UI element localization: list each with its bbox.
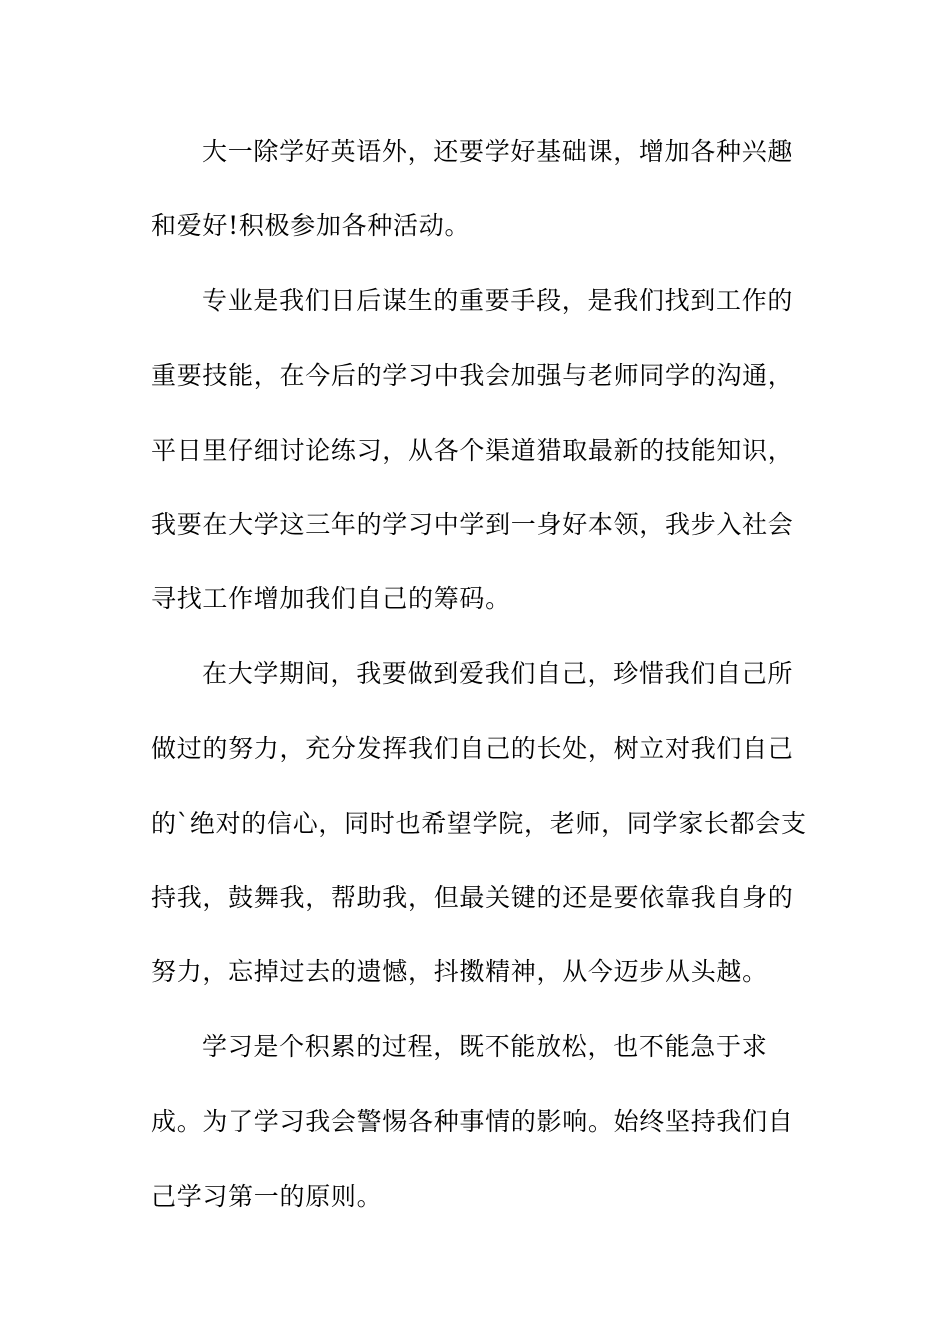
text-line: 在大学期间，我要做到爱我们自己，珍惜我们自己所 [202,659,794,688]
text-line: 努力，忘掉过去的遗憾，抖擞精神，从今迈步从头越。 [151,957,768,986]
text-line: 专业是我们日后谋生的重要手段，是我们找到工作的 [202,286,794,315]
text-line: 持我，鼓舞我，帮助我，但最关键的还是要依靠我自身的 [151,883,794,912]
text-line: 大一除学好英语外，还要学好基础课，增加各种兴趣 [202,137,794,166]
text-line: 己学习第一的原则。 [151,1182,383,1211]
text-line: 的`绝对的信心，同时也希望学院，老师，同学家长都会支 [151,809,807,838]
text-line: 成。为了学习我会警惕各种事情的影响。始终坚持我们自 [151,1107,794,1136]
text-line: 做过的努力，充分发挥我们自己的长处，树立对我们自己 [151,734,794,763]
text-line: 学习是个积累的过程，既不能放松，也不能急于求 [202,1032,768,1061]
text-line: 平日里仔细讨论练习，从各个渠道猎取最新的技能知识， [151,436,794,465]
text-line: 我要在大学这三年的学习中学到一身好本领，我步入社会 [151,510,794,539]
text-line: 寻找工作增加我们自己的筹码。 [151,584,511,613]
text-line: 重要技能，在今后的学习中我会加强与老师同学的沟通， [151,361,794,390]
text-line: 和爱好!积极参加各种活动。 [151,211,471,240]
